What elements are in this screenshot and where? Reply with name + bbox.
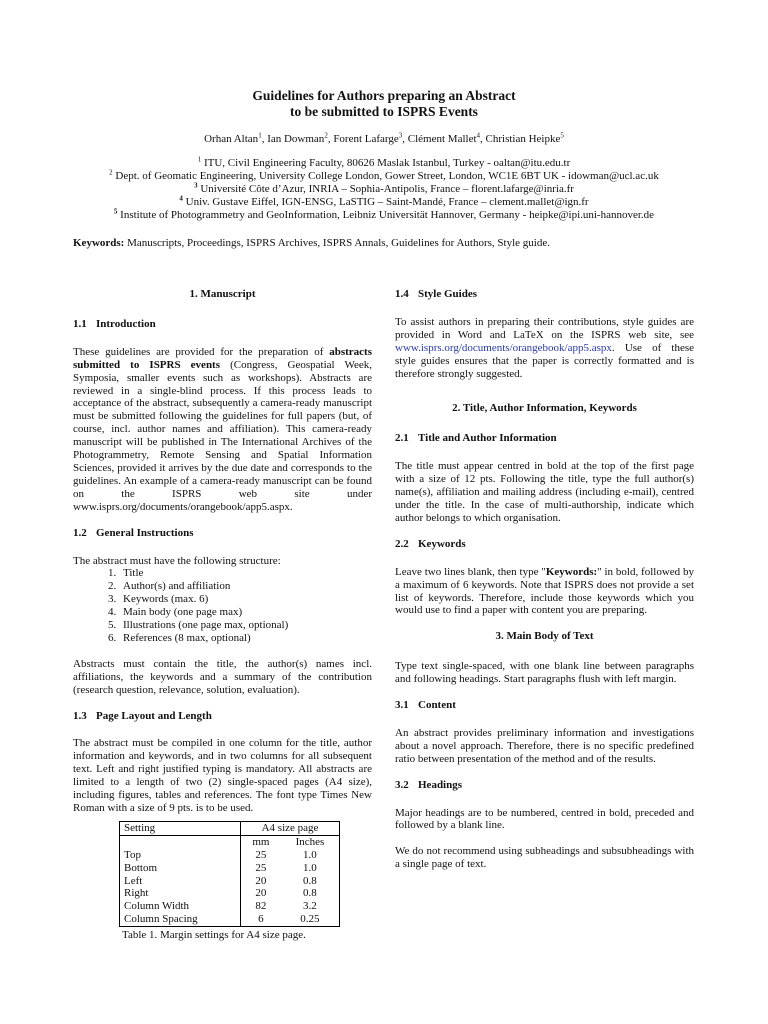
list-item: 5. Illustrations (one page max, optional) bbox=[119, 619, 372, 632]
table-header-setting: Setting bbox=[120, 821, 241, 835]
subsection-heading: 1.4 Style Guides bbox=[395, 288, 477, 300]
list-item: 4. Main body (one page max) bbox=[119, 606, 372, 619]
intro-paragraph: These guidelines are provided for the preparation of abstracts submitted to ISPRS events (Congress, Geospatial Week, Symposia, smaller events such as workshops). Abstracts are reviewed in a single-blind process. If this process leads to acceptance of the abstract, subsequently a camera-ready manuscript must be submitted following the guidelines for full papers (but, of course, incl. author names and affiliation). This camera-ready manuscript will be published in The International Archives of the Photogrammetry, Remote Sensing and Spatial Information Sciences, provided it arrives by the due date and corresponds to the guidelines. An example of a camera-ready manuscript can be found on the ISPRS web site under www.isprs.org/documents/orangebook/app5.aspx. bbox=[73, 345, 373, 513]
author: Orhan Altan bbox=[204, 133, 259, 145]
title-line-1: Guidelines for Authors preparing an Abstract bbox=[252, 88, 516, 103]
table-caption: Table 1. Margin settings for A4 size page. bbox=[122, 929, 306, 942]
affiliation: $^5$ Institute of Photogrammetry and GeoInformation, Leibniz Universität Hannover, Germany - heipke@ipi.uni-hannover.de bbox=[113, 207, 655, 221]
author: Ian Dowman bbox=[267, 133, 325, 145]
layout-paragraph: The abstract must be compiled in one column for the title, author information and keywords, and in two columns for all subsequent text. Left and right justified typing is mandatory. All abstracts are limited to a length of two (2) single-spaced pages (A4 size), including figures, tables and references. The font type Times New Roman with a size of 9 pts. is to be used. bbox=[73, 737, 372, 814]
affiliation-list bbox=[0, 157, 768, 222]
subsection-heading: 3.2 Headings bbox=[395, 778, 463, 791]
table-header-mm: mm bbox=[252, 835, 270, 848]
subsection-heading: 2.1 Title and Author Information bbox=[395, 432, 557, 445]
list-item: 6. References (8 max, optional) bbox=[119, 632, 372, 645]
list-item: 3. Keywords (max. 6) bbox=[119, 593, 372, 606]
list-item: 1. Title bbox=[119, 567, 372, 580]
section-heading: 2. Title, Author Information, Keywords bbox=[452, 402, 637, 415]
section-heading: 3. Main Body of Text bbox=[495, 630, 594, 643]
table-header-a4: A4 size page bbox=[241, 821, 340, 835]
headings-paragraph: We do not recommend using subheadings and subsubheadings with a single page of text. bbox=[395, 845, 694, 871]
author: Forent Lafarge bbox=[333, 133, 399, 145]
subsection-heading: 1.2 General Instructions bbox=[73, 526, 194, 539]
title-paragraph: The title must appear centred in bold at the top of the first page with a size of 12 pts. Following the title, type the full author(s) name(s), affiliation and mailing address (including e-mail), centred under the title. In the case of multi-authorship, indicate which author belongs to which organisation. bbox=[395, 460, 694, 524]
structure-list bbox=[73, 567, 372, 644]
keywords-text: Manuscripts, Proceedings, ISPRS Archives, ISPRS Annals, Guidelines for Authors, Style guide. bbox=[124, 237, 550, 249]
structure-intro: The abstract must have the following structure: bbox=[73, 554, 281, 567]
headings-paragraph: Major headings are to be numbered, centred in bold, preceded and followed by a blank line. bbox=[395, 806, 694, 832]
paper-title bbox=[0, 88, 768, 120]
table-row: Bottom 25 1.0 bbox=[120, 862, 340, 875]
author: Clément Mallet bbox=[407, 133, 477, 145]
list-item: 2. Author(s) and affiliation bbox=[119, 580, 372, 593]
contain-paragraph: Abstracts must contain the title, the author(s) names incl. affiliations, the keywords and a summary of the contribution (research question, relevance, solution, evaluation). bbox=[73, 657, 372, 696]
table-row: Right 20 0.8 bbox=[120, 887, 340, 900]
affiliation: $^3$ Université Côte d’Azur, INRIA – Sophia-Antipolis, France – florent.lafarge@inria.fr bbox=[194, 181, 574, 195]
author-list: Orhan Altan$^1$, Ian Dowman$^2$, Forent Lafarge$^3$, Clément Mallet$^4$, Christian Heipke$^5$ bbox=[204, 131, 564, 145]
affiliation: $^1$ ITU, Civil Engineering Faculty, 80626 Maslak Istanbul, Turkey - oaltan@itu.edu.tr bbox=[197, 155, 571, 169]
main-body-paragraph: Type text single-spaced, with one blank line between paragraphs and following headings. Start paragraphs flush with left margin. bbox=[395, 660, 694, 686]
title-line-2: to be submitted to ISPRS Events bbox=[290, 104, 478, 119]
subsection-heading: 2.2 Keywords bbox=[395, 537, 466, 550]
affiliation: $^2$ Dept. of Geomatic Engineering, University College London, Gower Street, London, WC1E 6BT UK - idowman@ucl.ac.uk bbox=[109, 168, 659, 182]
content-paragraph: An abstract provides preliminary information and investigations about a novel approach. Therefore, there is no specific predefined ratio between presentation of the method and of the results. bbox=[395, 726, 694, 765]
table-row: Left 20 0.8 bbox=[120, 875, 340, 888]
table-header-inches: Inches bbox=[295, 835, 325, 848]
style-guide-link[interactable]: www.isprs.org/documents/orangebook/app5.aspx bbox=[395, 341, 612, 354]
author: Christian Heipke bbox=[485, 133, 561, 145]
table-row: Column Width 82 3.2 bbox=[120, 900, 340, 913]
subsection-heading: 1.3 Page Layout and Length bbox=[73, 709, 212, 722]
margin-table bbox=[119, 821, 340, 927]
table-row: Top 25 1.0 bbox=[120, 849, 340, 862]
style-paragraph: To assist authors in preparing their contributions, style guides are provided in Word and LaTeX on the ISPRS web site, see www.isprs.org/documents/orangebook/app5.aspx. Use of these style guides ensures that the paper is correctly formatted and is therefore strongly suggested. bbox=[395, 315, 694, 380]
right-column bbox=[395, 288, 694, 884]
keywords-paragraph: Leave two lines blank, then type "Keywords:" in bold, followed by a maximum of 6 keywords. Note that ISPRS does not provide a set list of keywords. Therefore, include those keywords which you would use to find a paper with content you are preparing. bbox=[395, 565, 694, 617]
affiliation: $^4$ Univ. Gustave Eiffel, IGN-ENSG, LaSTIG – Saint-Mandé, France – clement.mallet@ign.fr bbox=[179, 194, 589, 208]
section-heading: 1. Manuscript bbox=[189, 288, 256, 300]
subsection-heading: 3.1 Content bbox=[395, 699, 456, 712]
left-column bbox=[73, 288, 372, 942]
keywords-line bbox=[73, 236, 703, 250]
keywords-label: Keywords: bbox=[73, 237, 125, 249]
subsection-heading: 1.1 Introduction bbox=[73, 317, 156, 330]
table-row: Column Spacing 6 0.25 bbox=[120, 913, 340, 926]
